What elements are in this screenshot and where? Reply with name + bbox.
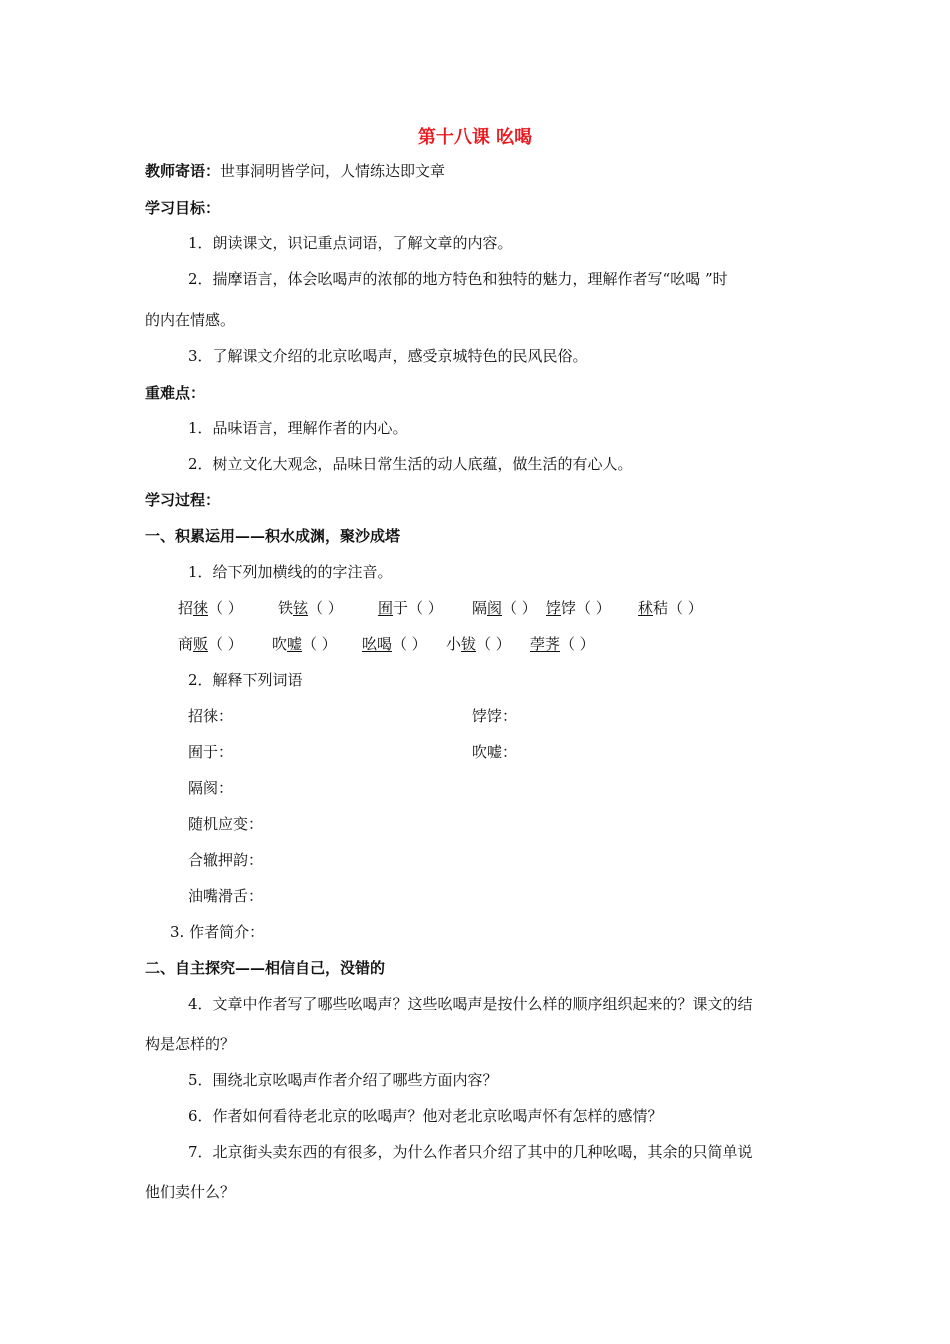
teacher-words-text: 世事洞明皆学问，人情练达即文章 xyxy=(220,162,446,180)
pinyin-item: 饽饽（ ） xyxy=(546,599,611,617)
pinyin-item: 隔阂（ ） xyxy=(472,599,537,617)
term-item: 油嘴滑舌： xyxy=(188,887,264,905)
section-2-heading: 二、自主探究——相信自己，没错的 xyxy=(145,959,386,977)
term-item: 囿于： xyxy=(188,743,234,761)
question-3: 3. 作者简介： xyxy=(170,923,265,941)
pinyin-item: 囿于（ ） xyxy=(378,599,443,617)
teacher-words-label: 教师寄语： xyxy=(145,162,221,180)
term-item: 隔阂： xyxy=(188,779,234,797)
term-item: 招徕： xyxy=(188,707,234,725)
question-1: 1．给下列加横线的的字注音。 xyxy=(188,563,393,581)
pinyin-item: 荸荠（ ） xyxy=(530,635,595,653)
key-points-heading: 重难点： xyxy=(145,384,206,402)
question-4-cont: 构是怎样的？ xyxy=(145,1035,236,1053)
question-7-cont: 他们卖什么？ xyxy=(145,1183,236,1201)
pinyin-item: 吹嘘（ ） xyxy=(272,635,337,653)
question-6: 6．作者如何看待老北京的吆喝声？他对老北京吆喝声怀有怎样的感情？ xyxy=(188,1107,663,1125)
goal-item-2-cont: 的内在情感。 xyxy=(145,311,236,329)
goal-item-3: 3．了解课文介绍的北京吆喝声，感受京城特色的民风民俗。 xyxy=(188,347,588,365)
goal-item-1: 1．朗读课文，识记重点词语，了解文章的内容。 xyxy=(188,234,513,252)
term-item: 饽饽： xyxy=(472,707,518,725)
process-heading: 学习过程： xyxy=(145,491,221,509)
term-item: 合辙押韵： xyxy=(188,851,264,869)
section-1-heading: 一、积累运用——积水成渊，聚沙成塔 xyxy=(145,527,401,545)
key-point-2: 2．树立文化大观念，品味日常生活的动人底蕴，做生活的有心人。 xyxy=(188,455,633,473)
goals-heading: 学习目标： xyxy=(145,199,221,217)
pinyin-item: 铁铉（ ） xyxy=(278,599,343,617)
question-5: 5．围绕北京吆喝声作者介绍了哪些方面内容？ xyxy=(188,1071,498,1089)
key-point-1: 1．品味语言，理解作者的内心。 xyxy=(188,419,408,437)
question-4: 4．文章中作者写了哪些吆喝声？这些吆喝声是按什么样的顺序组织起来的？课文的结 xyxy=(188,995,753,1013)
pinyin-item: 小钹（ ） xyxy=(446,635,511,653)
pinyin-item: 秫秸（ ） xyxy=(638,599,703,617)
goal-item-2: 2．揣摩语言，体会吆喝声的浓郁的地方特色和独特的魅力，理解作者写“吆喝 ”时 xyxy=(188,270,728,288)
question-2: 2．解释下列词语 xyxy=(188,671,303,689)
pinyin-item: 招徕（ ） xyxy=(178,599,243,617)
pinyin-item: 吆喝（ ） xyxy=(362,635,427,653)
question-7: 7．北京街头卖东西的有很多，为什么作者只介绍了其中的几种吆喝，其余的只简单说 xyxy=(188,1143,753,1161)
pinyin-item: 商贩（ ） xyxy=(178,635,243,653)
term-item: 吹嘘： xyxy=(472,743,518,761)
teacher-words xyxy=(145,161,445,181)
term-item: 随机应变： xyxy=(188,815,264,833)
page-title: 第十八课 吆喝 xyxy=(417,127,533,148)
